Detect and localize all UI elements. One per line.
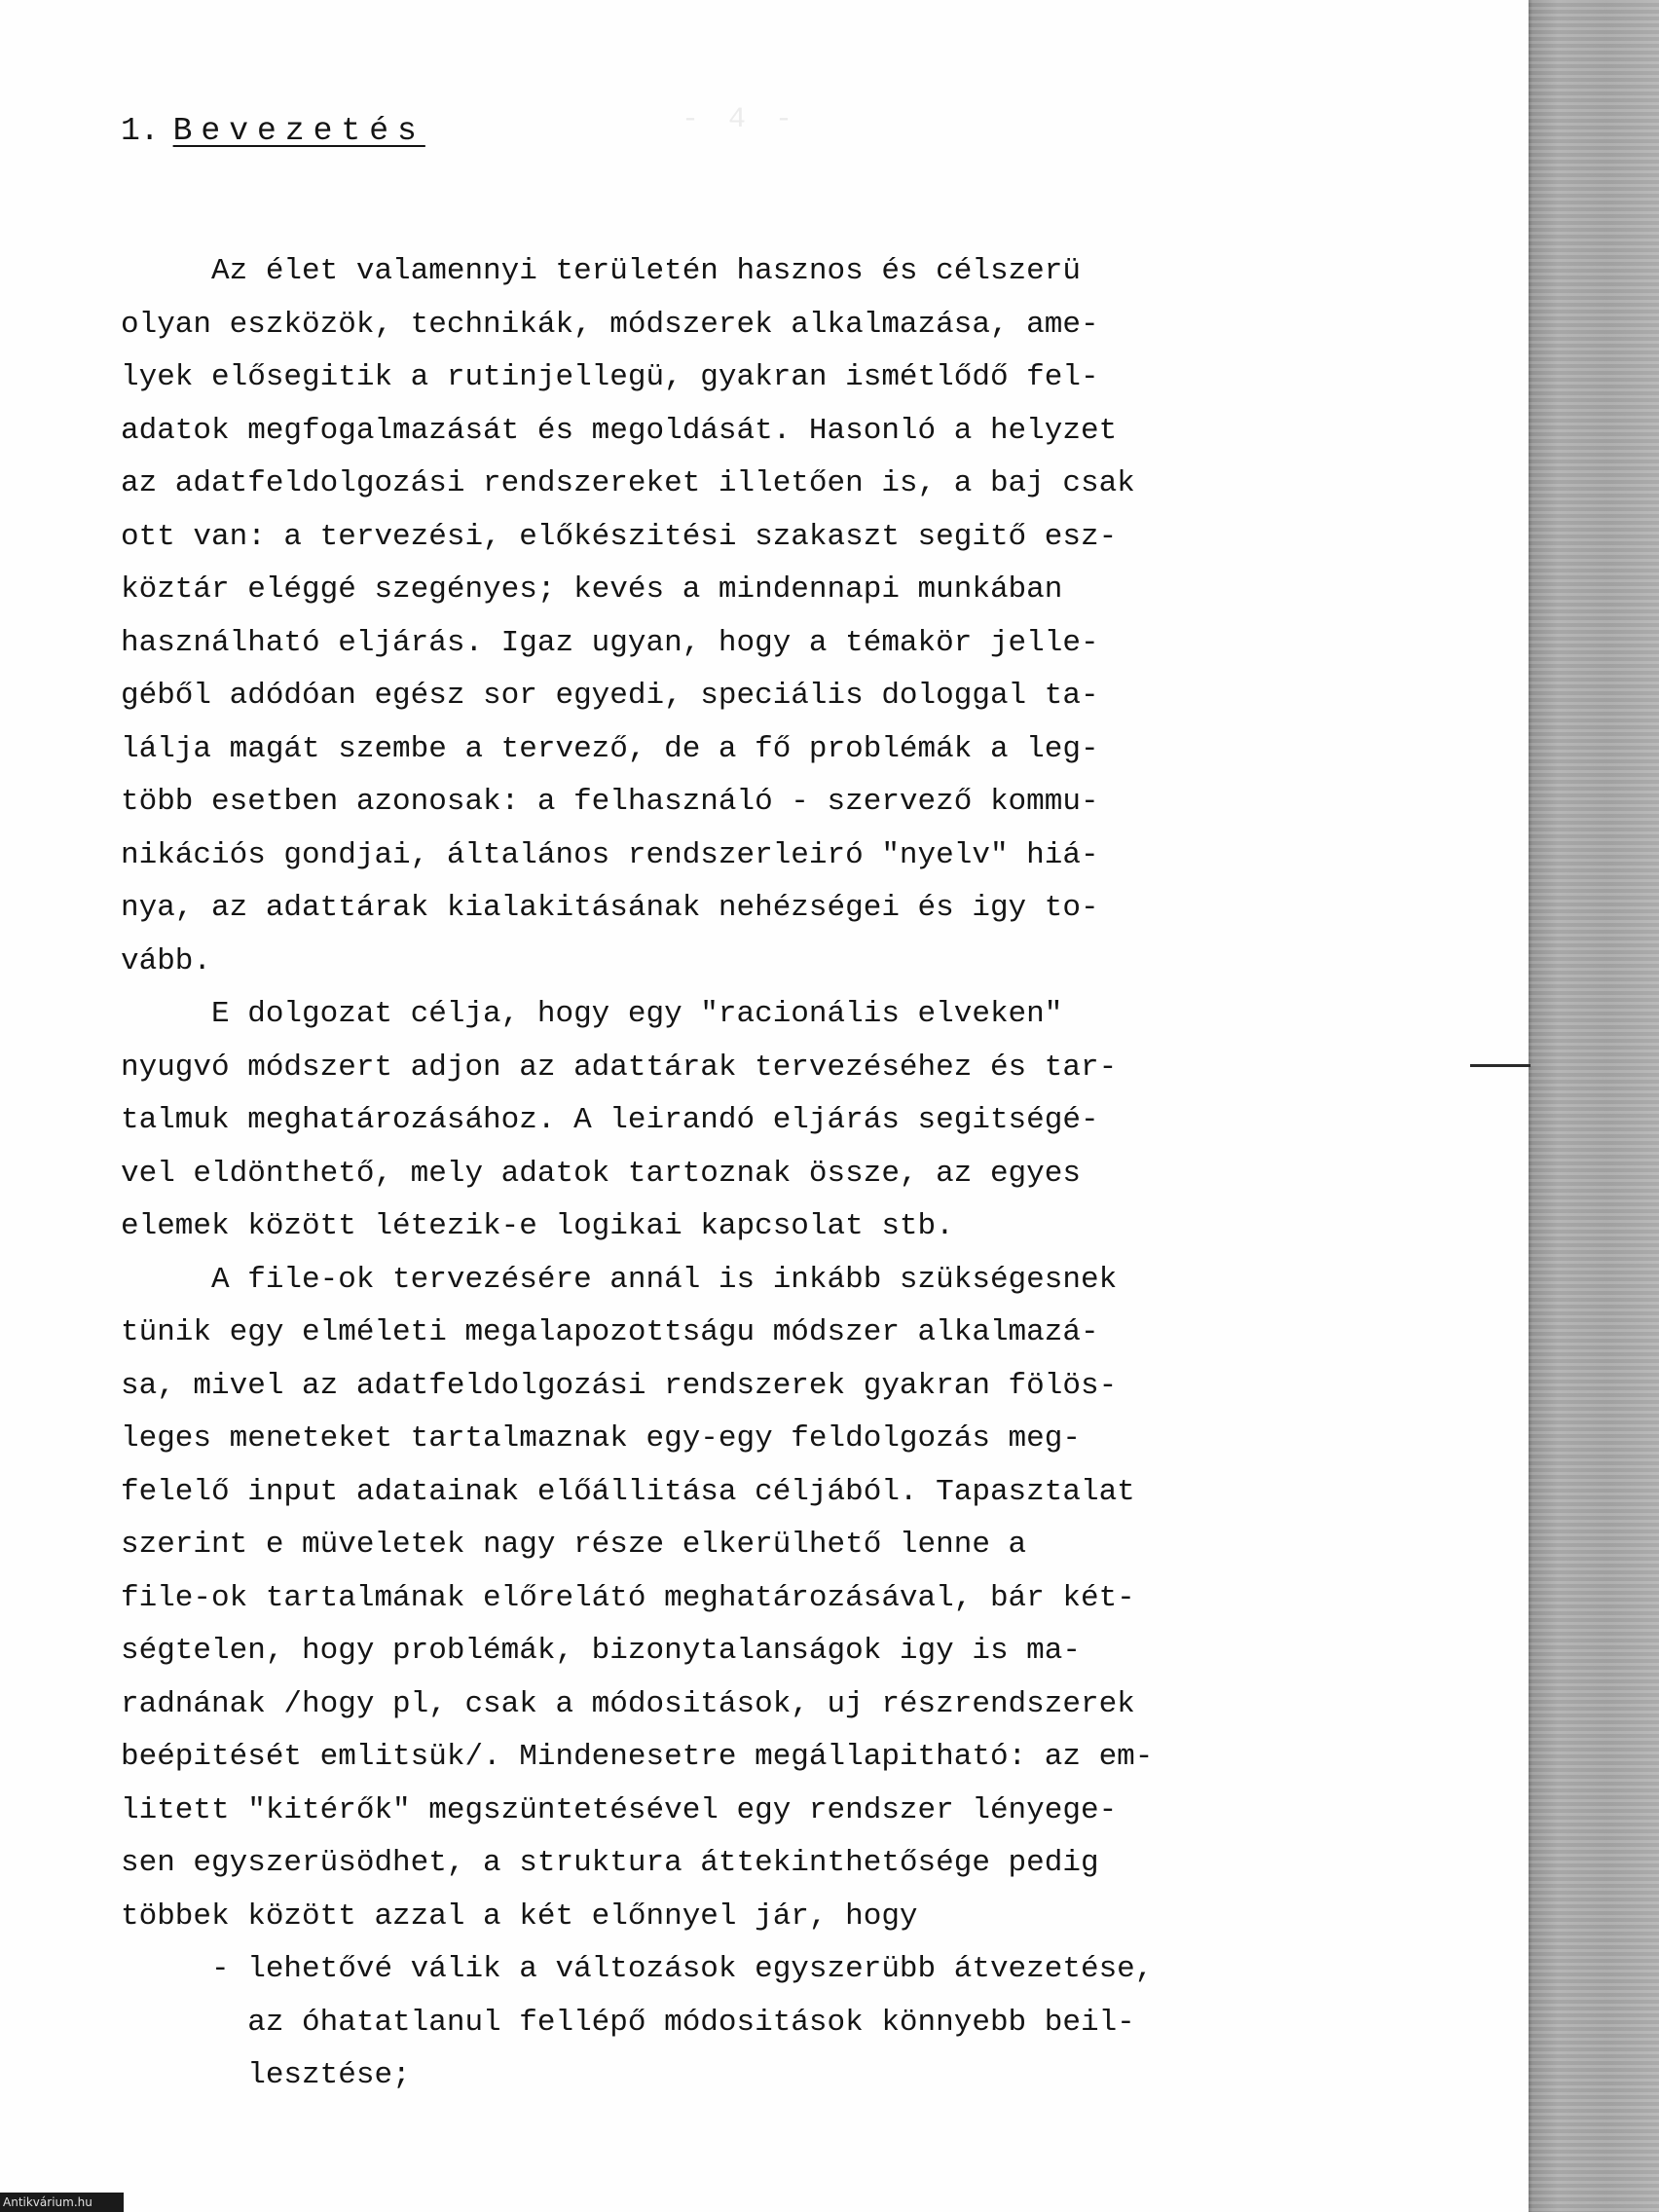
text-line: radnának /hogy pl, csak a módositások, uj részrendszerek: [121, 1686, 1135, 1721]
section-number: 1.: [121, 113, 160, 149]
text-line: beépitését emlitsük/. Mindenesetre megállapitható: az em-: [121, 1740, 1154, 1774]
text-line: Az élet valamennyi területén hasznos és célszerü: [121, 254, 1081, 288]
text-line: géből adódóan egész sor egyedi, speciális dologgal ta-: [121, 679, 1099, 713]
background-strip: [1529, 0, 1659, 2212]
background-texture: [1529, 0, 1659, 2212]
text-line: - lehetővé válik a változások egyszerübb átvezetése,: [121, 1952, 1154, 1986]
text-line: vább.: [121, 943, 212, 978]
text-line: használható eljárás. Igaz ugyan, hogy a témakör jelle-: [121, 625, 1099, 660]
text-line: nikációs gondjai, általános rendszerleiró "nyelv" hiá-: [121, 837, 1099, 872]
body-text: [121, 245, 1153, 2103]
section-title: Bevezetés: [172, 113, 425, 149]
text-line: sen egyszerüsödhet, a struktura áttekinthetősége pedig: [121, 1846, 1099, 1880]
text-line: ségtelen, hogy problémák, bizonytalanságok igy is ma-: [121, 1634, 1081, 1668]
text-line: leges meneteket tartalmaznak egy-egy feldolgozás meg-: [121, 1421, 1081, 1456]
text-line: lesztése;: [121, 2058, 411, 2092]
text-line: E dolgozat célja, hogy egy "racionális elveken": [121, 997, 1063, 1031]
text-line: szerint e müveletek nagy része elkerülhető lenne a: [121, 1528, 1027, 1562]
text-line: nyugvó módszert adjon az adattárak tervezéséhez és tar-: [121, 1050, 1118, 1085]
text-line: több esetben azonosak: a felhasználó - szervező kommu-: [121, 785, 1099, 819]
text-line: felelő input adatainak előállitása céljából. Tapasztalat: [121, 1474, 1135, 1509]
page-number-ghost: - 4 -: [682, 103, 799, 136]
text-line: file-ok tartalmának előrelátó meghatározásával, bár két-: [121, 1580, 1135, 1615]
text-line: az óhatatlanul fellépő módositások könnyebb beil-: [121, 2005, 1135, 2040]
text-line: többek között azzal a két előnnyel jár, hogy: [121, 1899, 918, 1934]
text-line: lálja magát szembe a tervező, de a fő problémák a leg-: [121, 731, 1099, 766]
text-line: az adatfeldolgozási rendszereket illetően is, a baj csak: [121, 466, 1135, 500]
section-heading: [121, 113, 425, 149]
text-line: elemek között létezik-e logikai kapcsolat stb.: [121, 1209, 954, 1243]
text-line: litett "kitérők" megszüntetésével egy rendszer lényege-: [121, 1792, 1118, 1827]
text-line: ott van: a tervezési, előkészitési szakaszt segitő esz-: [121, 519, 1118, 554]
text-line: sa, mivel az adatfeldolgozási rendszerek gyakran fölös-: [121, 1368, 1118, 1403]
text-line: adatok megfogalmazását és megoldását. Hasonló a helyzet: [121, 413, 1118, 448]
text-line: köztár eléggé szegényes; kevés a mindennapi munkában: [121, 572, 1063, 607]
text-line: A file-ok tervezésére annál is inkább szükségesnek: [121, 1262, 1118, 1297]
watermark-label: Antikvárium.hu: [0, 2193, 124, 2212]
text-line: nya, az adattárak kialakitásának nehézségei és igy to-: [121, 891, 1099, 925]
text-line: olyan eszközök, technikák, módszerek alkalmazása, ame-: [121, 307, 1099, 342]
text-line: tünik egy elméleti megalapozottságu módszer alkalmazá-: [121, 1315, 1099, 1349]
text-line: talmuk meghatározásához. A leirandó eljárás segitségé-: [121, 1103, 1099, 1137]
margin-mark: [1470, 1064, 1530, 1067]
text-line: vel eldönthető, mely adatok tartoznak össze, az egyes: [121, 1156, 1081, 1191]
text-line: lyek elősegitik a rutinjellegü, gyakran ismétlődő fel-: [121, 360, 1099, 394]
